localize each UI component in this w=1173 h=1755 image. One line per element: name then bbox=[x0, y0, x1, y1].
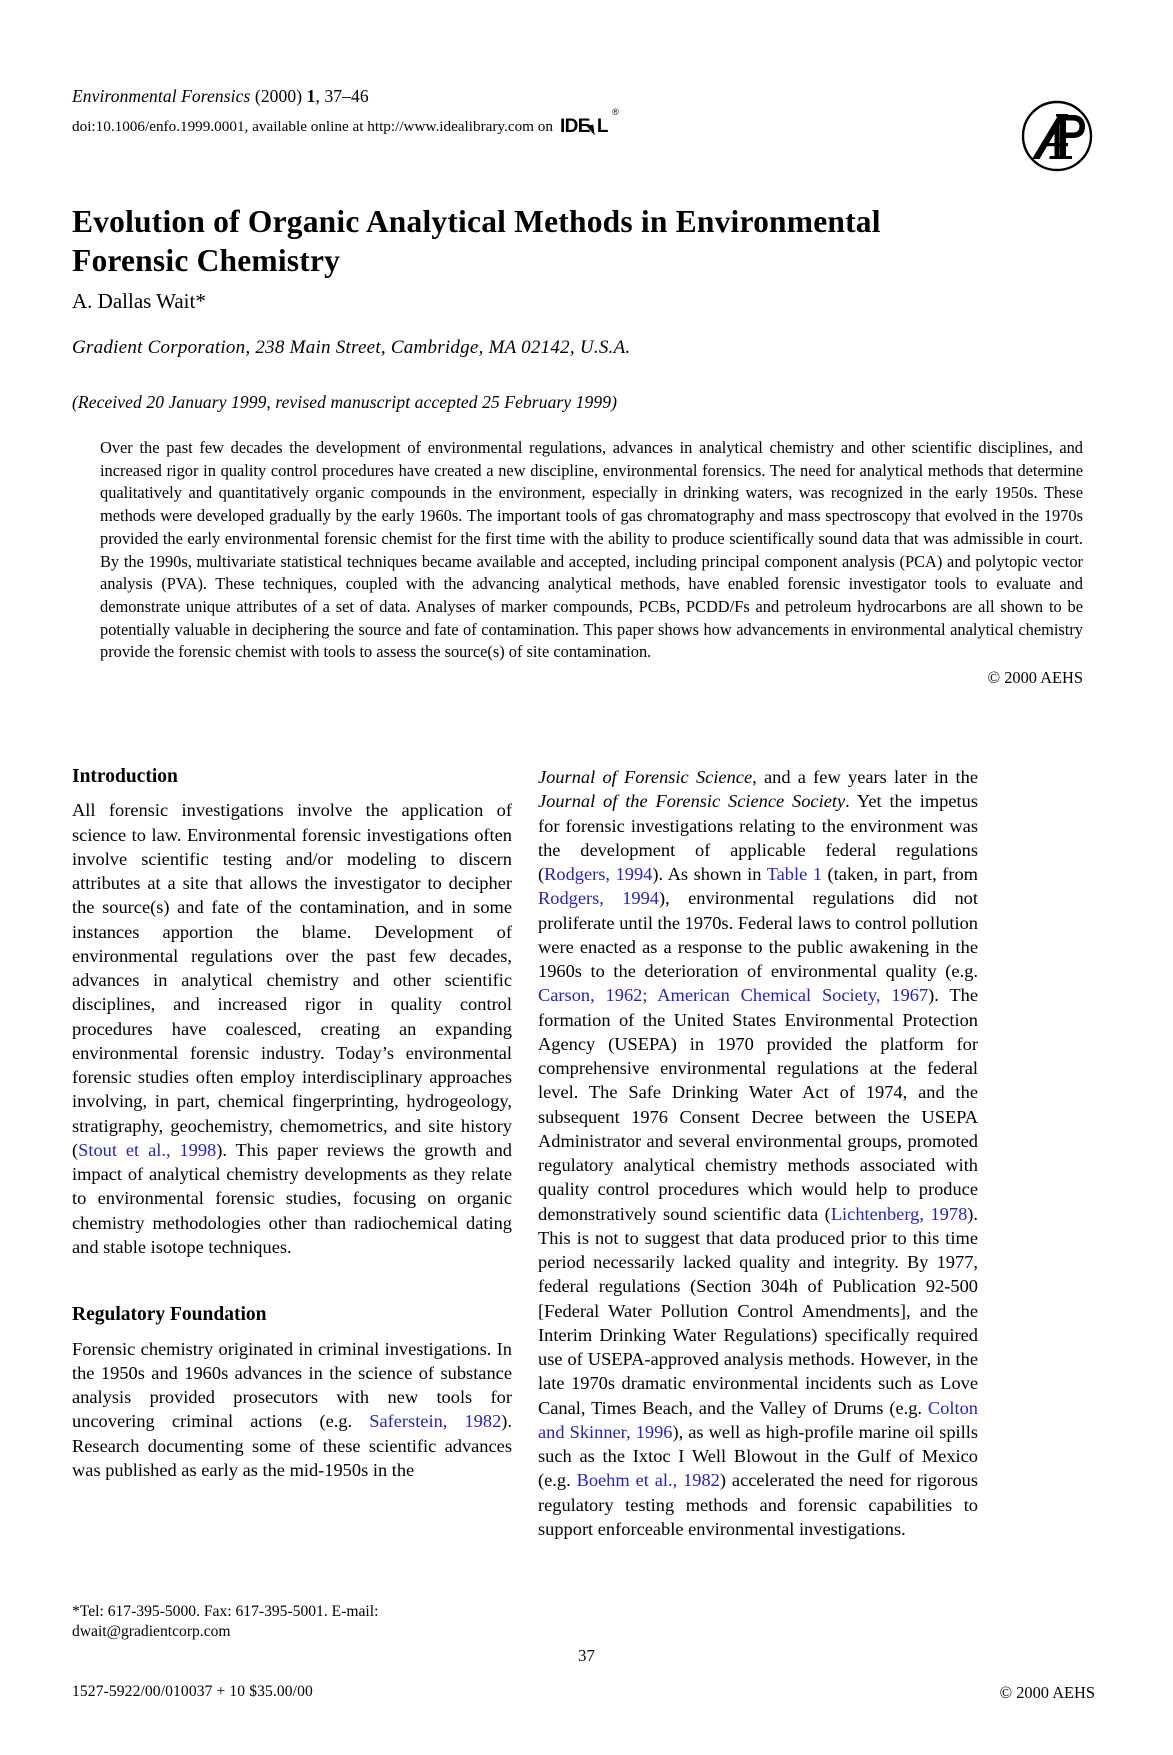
ideal-logo-text2: L bbox=[596, 116, 608, 138]
regfound-text-part-1: Forensic chemistry originated in criminal investigations. In the 1950s and 1960s advances in the science of substance analysis provided prosecutors with new tools for uncovering criminal actions (e.g. bbox=[72, 1338, 512, 1432]
section-heading-regulatory-foundation: Regulatory Foundation bbox=[72, 1304, 267, 1326]
author-footnote: *Tel: 617-395-5000. Fax: 617-395-5001. E-mail: dwait@gradientcorp.com bbox=[72, 1603, 379, 1641]
ideal-logo-text: IDE bbox=[559, 116, 590, 138]
journal-ref-forensic-science-society: Journal of the Forensic Science Society bbox=[538, 791, 846, 812]
right-text-part-4: (taken, in part, from bbox=[822, 864, 978, 884]
citation-link-lichtenberg-1978[interactable]: Lichtenberg, 1978 bbox=[830, 1203, 968, 1224]
abstract-copyright: © 2000 AEHS bbox=[987, 668, 1083, 688]
right-text-part-8: ), as well as high-profile marine oil spills such as the Ixtoc I Well Blowout in the Gulf of Mexico (e.g. bbox=[538, 1421, 978, 1491]
ideal-logo-triangle-icon bbox=[586, 125, 594, 137]
page-title: Evolution of Organic Analytical Methods in Environmental Forensic Chemistry bbox=[72, 204, 881, 278]
registered-trademark-icon: ® bbox=[612, 107, 619, 118]
journal-volume: 1 bbox=[306, 86, 316, 106]
citation-link-carson-acs[interactable]: Carson, 1962; American Chemical Society, 1967 bbox=[538, 985, 929, 1006]
right-text-part-6: ). The formation of the United States Environmental Protection Agency (USEPA) in 1970 provided the platform for comprehensive environmental regulations at the federal level. The Safe Drinking Water Act of 1974, and the subsequent 1976 Consent Decree between the USEPA Administrator and several environmental groups, promoted regulatory analytical chemistry methods associated with quality control procedures which would help to produce demonstratively sound scientific data ( bbox=[538, 985, 978, 1224]
right-text-part-2: . Yet the impetus for forensic investigations relating to the environment was the development of applicable federal regulations ( bbox=[538, 791, 978, 884]
citation-link-rodgers-1994-a[interactable]: Rodgers, 1994 bbox=[544, 864, 653, 884]
journal-title: Environmental Forensics bbox=[72, 86, 251, 106]
right-text-part-1: , and a few years later in the bbox=[752, 767, 978, 787]
ideal-logo-icon bbox=[559, 107, 619, 142]
paragraph-regulatory-continued bbox=[538, 765, 978, 1541]
abstract-block bbox=[100, 437, 1083, 690]
academic-press-logo-icon bbox=[1021, 100, 1093, 172]
regfound-text-part-2: ). Research documenting some of these scientific advances was published as early as the mid-1950s in the bbox=[72, 1411, 512, 1480]
paragraph-introduction bbox=[72, 798, 512, 1259]
right-text-part-3: ). As shown in bbox=[652, 864, 767, 884]
paragraph-regulatory-foundation bbox=[72, 1337, 512, 1483]
right-text-part-7: ). This is not to suggest that data produced prior to this time period necessarily lacked quality and integrity. By 1977, federal regulations (Section 304h of Publication 92-500 [Federal Water Pollution Control Amendments], and the Interim Drinking Water Regulations) specifically required use of USEPA-approved analysis methods. However, in the late 1970s dramatic environmental incidents such as Love Canal, Times Beach, and the Valley of Drums (e.g. bbox=[538, 1203, 978, 1418]
doi-text: doi:10.1006/enfo.1999.0001, available online at http://www.idealibrary.com on bbox=[72, 118, 553, 136]
citation-link-table-1[interactable]: Table 1 bbox=[766, 864, 823, 884]
citation-link-saferstein-1982[interactable]: Saferstein, 1982 bbox=[369, 1411, 502, 1432]
section-heading-introduction: Introduction bbox=[72, 766, 178, 787]
intro-text-part-2: ). This paper reviews the growth and impact of analytical chemistry developments as they relate to environmental forensic studies, focusing on organic chemistry methodologies other than radiochemical dating and stable isotope techniques. bbox=[72, 1139, 513, 1257]
journal-pages: , 37–46 bbox=[315, 86, 369, 106]
received-dates: (Received 20 January 1999, revised manuscript accepted 25 February 1999) bbox=[72, 392, 617, 412]
citation-link-stout-1998[interactable]: Stout et al., 1998 bbox=[78, 1139, 217, 1160]
footer-copyright: © 2000 AEHS bbox=[999, 1683, 1095, 1702]
page-number: 37 bbox=[578, 1646, 595, 1665]
right-text-part-5: ), environmental regulations did not proliferate until the 1970s. Federal laws to control pollution were enacted as a response to the public awakening in the 1960s to the deterioration of environmental quality (e.g. bbox=[538, 888, 978, 981]
journal-year: (2000) bbox=[254, 86, 303, 106]
intro-text-part-1: All forensic investigations involve the application of science to law. Environmental forensic investigations often involve scientific testing and/or modeling to discern attributes at a site that allows the investigator to decipher the source(s) and fate of the contamination, and in some instances apportion the blame. Development of environmental regulations over the past few decades, advances in analytical chemistry and other scientific disciplines, and increased rigor in quality control procedures have coalesced, creating an expanding environmental forensic industry. Today’s environmental forensic studies often employ interdisciplinary approaches involving, in part, chemical fingerprinting, hydrogeology, stratigraphy, geochemistry, chemometrics, and site history ( bbox=[72, 800, 512, 1160]
body-column-right bbox=[538, 765, 978, 1541]
body-column-left bbox=[72, 765, 512, 1482]
citation-link-colton-skinner-1996[interactable]: Colton and Skinner, 1996 bbox=[538, 1397, 978, 1442]
doi-availability-line bbox=[72, 107, 932, 141]
citation-link-rodgers-1994-b[interactable]: Rodgers, 1994 bbox=[538, 888, 660, 909]
issn-pricing-line: 1527-5922/00/010037 + 10 $35.00/00 bbox=[72, 1683, 313, 1700]
abstract-text: Over the past few decades the development of environmental regulations, advances in analytical chemistry and other scientific disciplines, and increased rigor in quality control procedures have created a new discipline, environmental forensics. The need for analytical methods that determine qualitatively and quantitatively organic compounds in the environment, especially in drinking waters, was recognized in the early 1950s. These methods were developed gradually by the early 1960s. The important tools of gas chromatography and mass spectroscopy that evolved in the 1970s provided the early environmental forensic chemist for the first time with the ability to produce scientifically sound data that was admissible in court. By the 1990s, multivariate statistical techniques became available and accepted, including principal component analysis (PCA) and polytopic vector analysis (PVA). These techniques, coupled with the advancing analytical methods, have enabled forensic investigator tools to evaluate and demonstrate unique attributes of a set of data. Analyses of marker compounds, PCBs, PCDD/Fs and petroleum hydrocarbons are all shown to be potentially valuable in deciphering the source and fate of contamination. This paper shows how advancements in environmental analytical chemistry provide the forensic chemist with tools to assess the source(s) of site contamination. bbox=[100, 438, 1083, 662]
journal-citation-line bbox=[72, 84, 932, 109]
author-affiliation: Gradient Corporation, 238 Main Street, Cambridge, MA 02142, U.S.A. bbox=[72, 337, 631, 358]
right-text-part-9: ) accelerated the need for rigorous regulatory testing methods and forensic capabilities to support enforceable environmental investigations. bbox=[538, 1470, 978, 1539]
journal-ref-forensic-science: Journal of Forensic Science bbox=[538, 767, 753, 787]
citation-link-boehm-1982[interactable]: Boehm et al., 1982 bbox=[576, 1470, 720, 1491]
journal-masthead bbox=[72, 84, 932, 141]
author-name: A. Dallas Wait* bbox=[72, 289, 206, 313]
